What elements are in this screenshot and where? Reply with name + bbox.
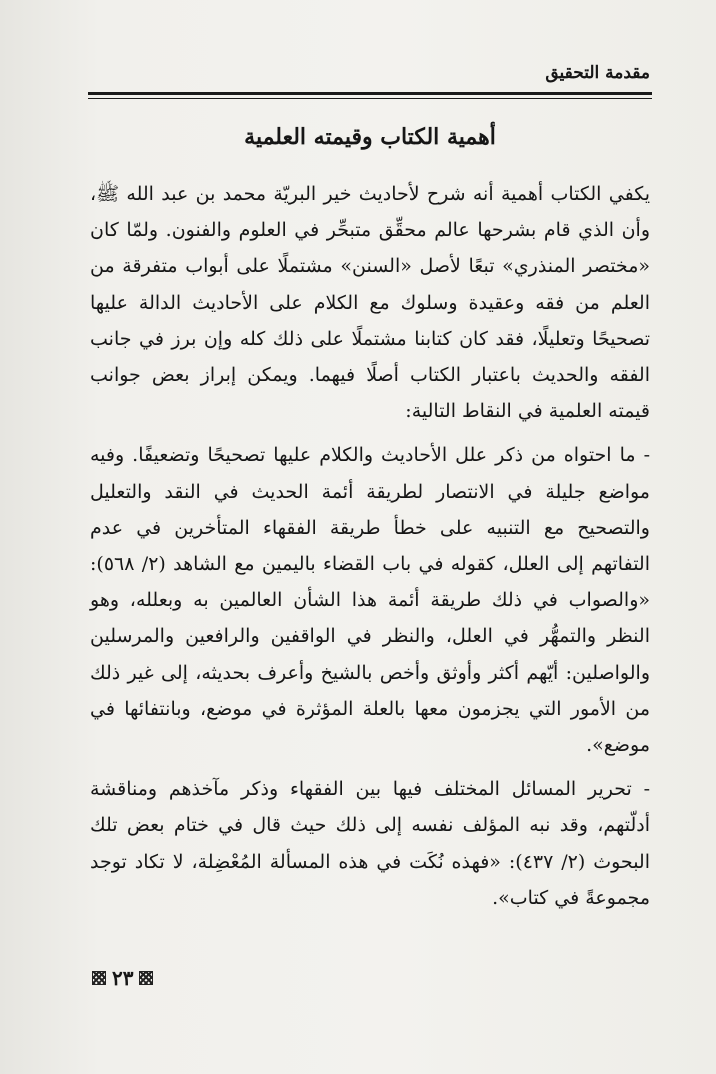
paragraph-point-2: - تحرير المسائل المختلف فيها بين الفقهاء وذكر مآخذهم ومناقشة أدلّتهم، وقد نبه المؤلف نفسه إلى ذلك حيث قال في ختام بعض تلك البحوث (٢/ ٤٣٧): «فهذه نُكَت في هذه المسألة المُعْضِلة، لا تكاد توجد مجموعةً في كتاب». [90, 778, 650, 909]
header-rule-thick [88, 92, 652, 95]
page-number: ٢٣ [112, 966, 134, 990]
ornament-left-icon [92, 971, 106, 985]
running-head: مقدمة التحقيق [545, 63, 650, 83]
body-text [90, 176, 650, 916]
ornament-right-icon [139, 971, 153, 985]
section-title: أهمية الكتاب وقيمته العلمية [244, 124, 496, 150]
header-rule-thin [88, 98, 652, 99]
paragraph-point-1: - ما احتواه من ذكر علل الأحاديث والكلام عليها تصحيحًا وتضعيفًا. وفيه مواضع جليلة في الانتصار لطريقة أئمة الحديث في النقد والتعليل والتصحيح مع التنبيه على خطأ طريقة الفقهاء المتأخرين في عدم التفاتهم إلى العلل، كقوله في باب القضاء باليمين مع الشاهد (٢/ ٥٦٨): «والصواب في ذلك طريقة أئمة هذا الشأن العالمين به وبعلله، وهو النظر والتمهُّر في العلل، والنظر في الواقفين والرافعين والمرسلين والواصلين: أيّهم أكثر وأوثق وأخص بالشيخ وأعرف بحديثه، إلى غير ذلك من الأمور التي يجزمون معها بالعلة المؤثرة في موضع، وبانتفائها في موضع». [90, 444, 650, 757]
paragraph-intro: يكفي الكتاب أهمية أنه شرح لأحاديث خير البريّة محمد بن عبد الله ﷺ، وأن الذي قام بشرحها عالم محقِّق متبحِّر في العلوم والفنون. ولمّا كان «مختصر المنذري» تبعًا لأصل «السنن» مشتملًا على أبواب متفرقة من العلم من فقه وعقيدة وسلوك مع الكلام على الأحاديث الدالة عليها تصحيحًا وتعليلًا، فقد كان كتابنا مشتملًا على ذلك كله وإن برز في جانب الفقه والحديث باعتبار الكتاب أصلًا فيهما. ويمكن إبراز بعض جوانب قيمته العلمية في النقاط التالية: [90, 183, 650, 423]
page-number-block [92, 966, 153, 990]
